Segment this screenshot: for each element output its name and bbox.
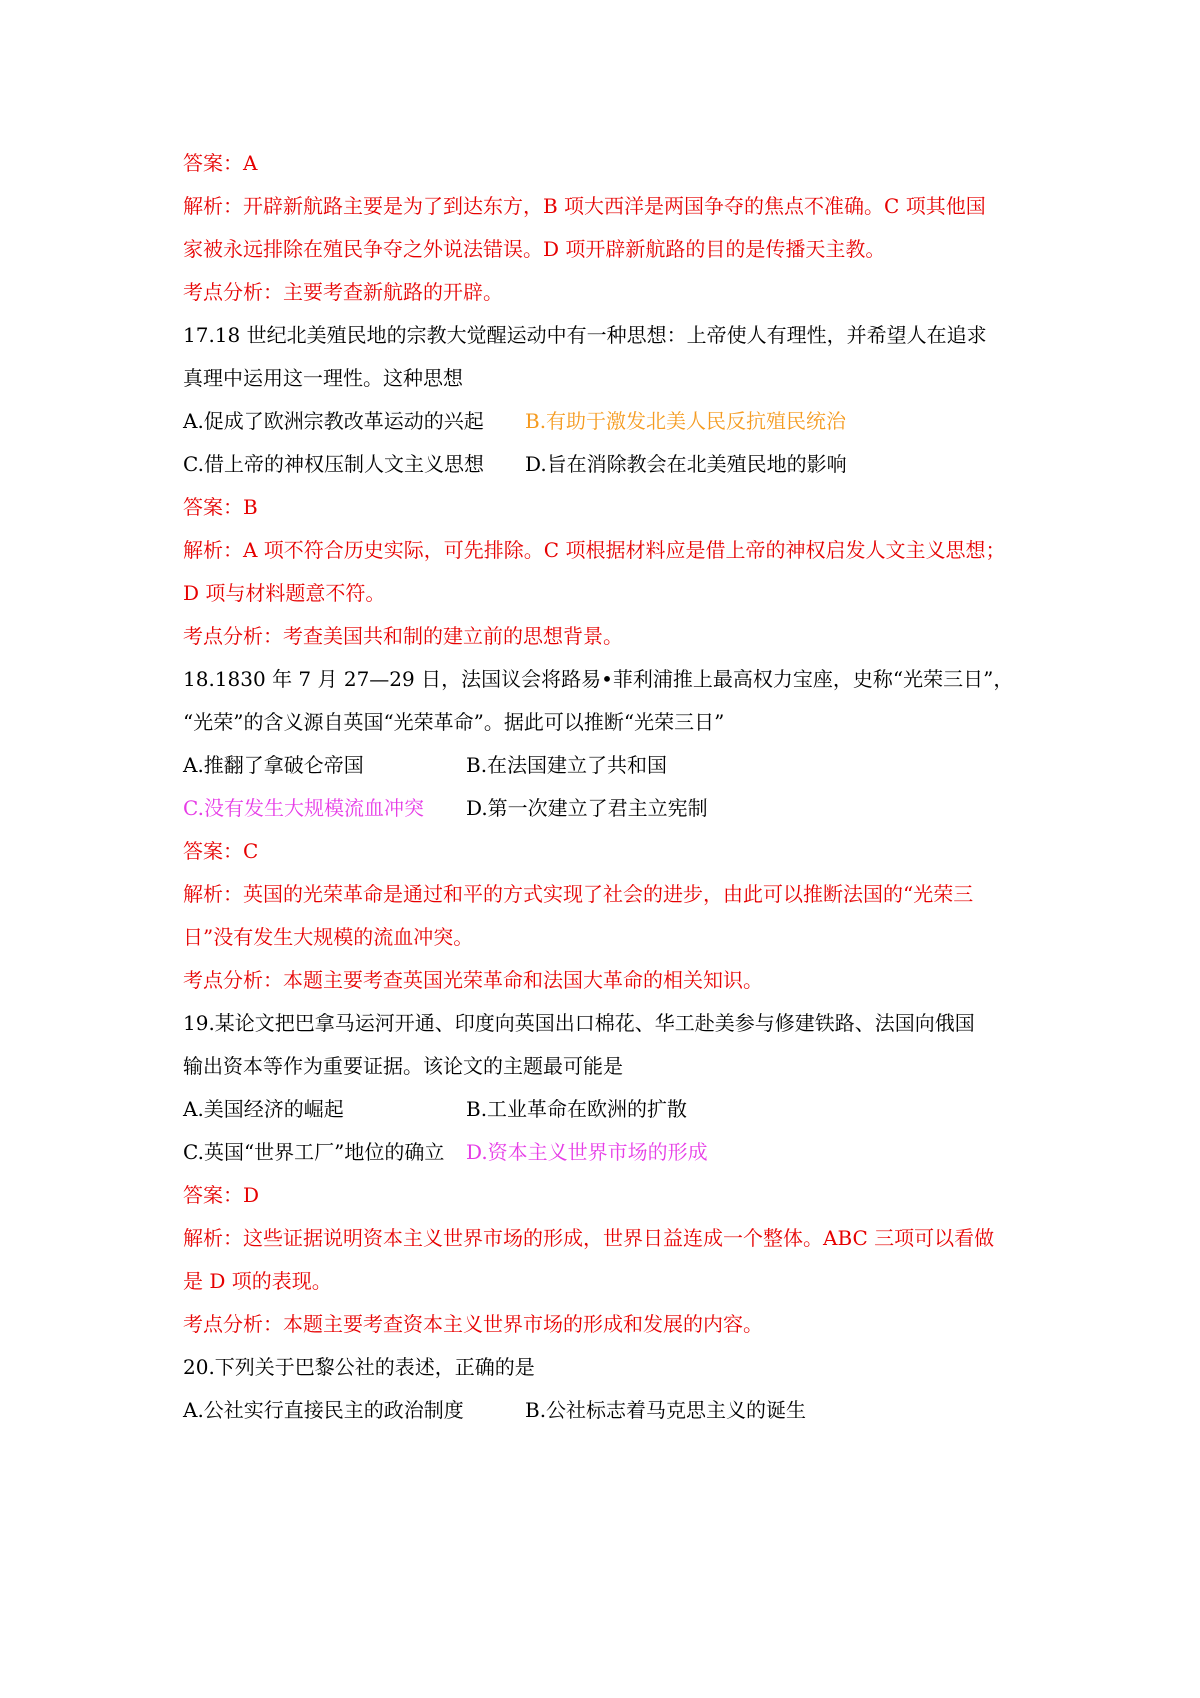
q19-answer: 答案：D — [183, 1183, 260, 1207]
q17-analysis-line-1: 解析：A 项不符合历史实际，可先排除。C 项根据材料应是借上帝的神权启发人文主义思想； — [183, 538, 1006, 562]
q16-analysis-line-1: 解析：开辟新航路主要是为了到达东方，B 项大西洋是两国争夺的焦点不准确。C 项其他国 — [183, 194, 986, 218]
q19-analysis-line-2: 是 D 项的表现。 — [183, 1269, 332, 1293]
q19-option-d: D.资本主义世界市场的形成 — [466, 1140, 708, 1164]
q17-option-c: C.借上帝的神权压制人文主义思想 — [183, 452, 484, 476]
q17-exam-point: 考点分析：考查美国共和制的建立前的思想背景。 — [183, 624, 623, 648]
q17-stem-line-2: 真理中运用这一理性。这种思想 — [183, 366, 463, 390]
q17-option-b: B.有助于激发北美人民反抗殖民统治 — [525, 409, 847, 433]
q18-option-a: A.推翻了拿破仑帝国 — [183, 753, 364, 777]
q18-option-d: D.第一次建立了君主立宪制 — [466, 796, 708, 820]
q18-analysis-line-2: 日”没有发生大规模的流血冲突。 — [183, 925, 474, 949]
q20-option-a: A.公社实行直接民主的政治制度 — [183, 1398, 464, 1422]
q17-analysis-line-2: D 项与材料题意不符。 — [183, 581, 386, 605]
q19-option-b: B.工业革命在欧洲的扩散 — [466, 1097, 688, 1121]
q17-answer: 答案：B — [183, 495, 258, 519]
q18-option-c: C.没有发生大规模流血冲突 — [183, 796, 424, 820]
q17-stem-line-1: 17.18 世纪北美殖民地的宗教大觉醒运动中有一种思想：上帝使人有理性，并希望人在追求 — [183, 323, 987, 347]
q18-exam-point: 考点分析：本题主要考查英国光荣革命和法国大革命的相关知识。 — [183, 968, 763, 992]
q19-option-a: A.美国经济的崛起 — [183, 1097, 344, 1121]
q20-option-b: B.公社标志着马克思主义的诞生 — [525, 1398, 807, 1422]
q20-stem-line-1: 20.下列关于巴黎公社的表述，正确的是 — [183, 1355, 535, 1379]
q17-option-a: A.促成了欧洲宗教改革运动的兴起 — [183, 409, 484, 433]
q16-analysis-line-2: 家被永远排除在殖民争夺之外说法错误。D 项开辟新航路的目的是传播天主教。 — [183, 237, 886, 261]
q19-exam-point: 考点分析：本题主要考查资本主义世界市场的形成和发展的内容。 — [183, 1312, 763, 1336]
q16-answer: 答案：A — [183, 151, 258, 175]
q18-answer: 答案：C — [183, 839, 259, 863]
q19-option-c: C.英国“世界工厂”地位的确立 — [183, 1140, 445, 1164]
q18-stem-line-2: “光荣”的含义源自英国“光荣革命”。据此可以推断“光荣三日” — [183, 710, 725, 734]
q17-option-d: D.旨在消除教会在北美殖民地的影响 — [525, 452, 847, 476]
q19-analysis-line-1: 解析：这些证据说明资本主义世界市场的形成，世界日益连成一个整体。ABC 三项可以看做 — [183, 1226, 995, 1250]
q18-analysis-line-1: 解析：英国的光荣革命是通过和平的方式实现了社会的进步，由此可以推断法国的“光荣三 — [183, 882, 974, 906]
q18-option-b: B.在法国建立了共和国 — [466, 753, 668, 777]
q19-stem-line-1: 19.某论文把巴拿马运河开通、印度向英国出口棉花、华工赴美参与修建铁路、法国向俄国 — [183, 1011, 975, 1035]
q19-stem-line-2: 输出资本等作为重要证据。该论文的主题最可能是 — [183, 1054, 623, 1078]
q18-stem-line-1: 18.1830 年 7 月 27—29 日，法国议会将路易•菲利浦推上最高权力宝座，史称“光荣三日”， — [183, 667, 1014, 691]
q16-exam-point: 考点分析：主要考查新航路的开辟。 — [183, 280, 503, 304]
